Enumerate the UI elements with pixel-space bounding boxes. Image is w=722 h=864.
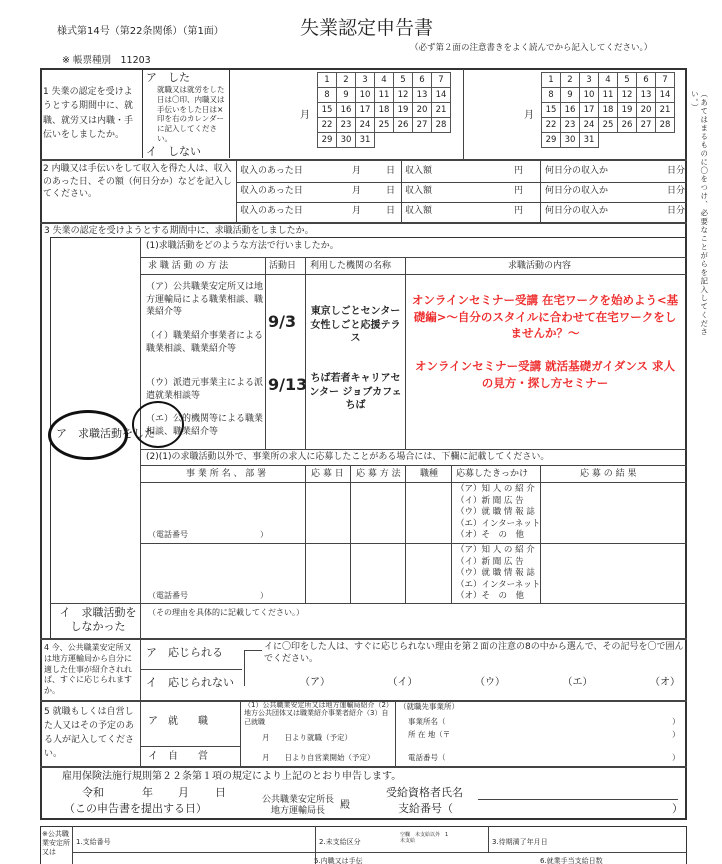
income-days: 何日分の収入か — [545, 166, 609, 176]
calendar-day[interactable]: 1 — [542, 73, 561, 88]
calendar-day[interactable]: 30 — [337, 133, 356, 148]
calendar-day[interactable] — [432, 133, 451, 148]
activity-org-2[interactable]: ちば若者キャリアセンター ジョブカフェちば — [309, 373, 402, 411]
calendar-day[interactable]: 22 — [318, 118, 337, 133]
calendar-day[interactable]: 8 — [542, 88, 561, 103]
income-yen: 円 — [514, 206, 524, 216]
q1-option-i[interactable]: イ しない — [146, 145, 201, 158]
calendar-day[interactable]: 14 — [432, 88, 451, 103]
form-number: 様式第14号（第22条関係）（第1面） — [57, 26, 224, 37]
calendar-day[interactable]: 16 — [337, 103, 356, 118]
q5-dest-addr[interactable]: 所 在 地（〒 — [408, 730, 451, 739]
calendar-day[interactable]: 20 — [413, 103, 432, 118]
apply-reason-option[interactable]: （エ）インターネット — [456, 518, 541, 529]
footer-month: 月 — [178, 786, 189, 799]
q4-option-a[interactable]: ア 応じられる — [146, 646, 223, 659]
footer-number[interactable]: 支給番号（ — [398, 802, 453, 815]
income-yen: 円 — [514, 166, 524, 176]
income-days: 何日分の収入か — [545, 186, 609, 196]
side-note: （あてはまるものに〇をつけ、必要なことがらを記入してください。） — [690, 90, 709, 337]
calendar-day[interactable]: 26 — [394, 118, 413, 133]
calendar-day[interactable]: 29 — [318, 133, 337, 148]
footer-name[interactable]: 受給資格者氏名 — [386, 786, 463, 799]
office-c1: 1.支給番号 — [76, 838, 111, 846]
subtitle: （必ず第２面の注意書きをよく読んでから記入してください。） — [410, 43, 653, 53]
q3-text: 3 失業の認定を受けようとする期間中に、求職活動をしましたか。 — [44, 226, 314, 236]
q3-sub2: (2)(1)の求職活動以外で、事業所の求人に応募したことがある場合には、下欄に記載してください。 — [146, 452, 550, 462]
apply-reason-option[interactable]: （ア）知 人 の 紹 介 — [456, 484, 535, 494]
calendar-day[interactable]: 3 — [580, 73, 599, 88]
calendar-day[interactable]: 25 — [599, 118, 618, 133]
footer-era: 令和 — [82, 786, 104, 799]
q5-start-job[interactable]: 月 日より就職（予定） — [262, 733, 352, 742]
income-m: 月 — [352, 206, 362, 216]
col-org: 利用した機関の名称 — [310, 261, 392, 271]
income-unit: 日分 — [667, 206, 686, 216]
calendar-day[interactable]: 30 — [561, 133, 580, 148]
calendar-day[interactable]: 13 — [413, 88, 432, 103]
calendar-day[interactable] — [413, 133, 432, 148]
q5-paren-2: ） — [672, 730, 680, 739]
calendar-day[interactable] — [637, 133, 656, 148]
apply-reason-option[interactable]: （ウ）就 職 情 報 誌 — [456, 507, 535, 517]
activity-date-2[interactable]: 9/13 — [268, 375, 308, 394]
col-job: 職種 — [420, 469, 439, 479]
footer-paren: ） — [672, 802, 683, 815]
income-d: 日 — [386, 206, 396, 216]
calendar-day[interactable] — [599, 133, 618, 148]
col-day: 活動日 — [269, 261, 297, 271]
calendar-day[interactable]: 28 — [656, 118, 675, 133]
footer-year: 年 — [142, 786, 153, 799]
q5-routes: （1）公共職業安定所又は地方運輸局紹介（2）地方公共団体又は職業紹介事業者紹介（3）自己就職 — [244, 701, 393, 726]
col-apply-method: 応 募 方 法 — [356, 469, 401, 479]
income-amount: 収入額 — [405, 206, 433, 216]
calendar-day[interactable]: 9 — [337, 88, 356, 103]
calendar-day[interactable]: 12 — [394, 88, 413, 103]
office-c2b: 空欄 未支給以外 1 未支給 — [400, 832, 454, 845]
calendar-day[interactable]: 7 — [432, 73, 451, 88]
phone-2[interactable]: （電話番号 ） — [148, 591, 268, 600]
office-c3: 3.待期満了年月日 — [492, 838, 548, 846]
calendar-day[interactable]: 9 — [561, 88, 580, 103]
method-u[interactable]: （ウ）派遣元事業主による派遣就業相談等 — [146, 378, 264, 401]
office-label: ※公共職業安定所又は — [42, 830, 70, 856]
calendar-day[interactable]: 10 — [356, 88, 375, 103]
calendar-day[interactable] — [656, 133, 675, 148]
col-company: 事 業 所 名 、 部 署 — [186, 469, 267, 479]
q4-reason-choice[interactable]: （イ） — [387, 677, 418, 688]
q4-reason-choice[interactable]: （ウ） — [475, 677, 505, 688]
footer-law: 雇用保険法施行規則第２２条第１項の規定により上記のとおり申告します。 — [62, 771, 402, 782]
calendar-day[interactable]: 6 — [637, 73, 656, 88]
apply-reason-option[interactable]: （オ）そ の 他 — [456, 530, 525, 540]
calendar-day[interactable]: 27 — [637, 118, 656, 133]
q1-option-a[interactable]: ア した — [146, 71, 190, 84]
activity-org-1[interactable]: 東京しごとセンター女性しごと応援テラス — [310, 306, 401, 344]
calendar-day[interactable]: 15 — [318, 103, 337, 118]
col-content: 求職活動の内容 — [508, 261, 572, 271]
calendar-day[interactable]: 5 — [618, 73, 637, 88]
calendar-day[interactable]: 14 — [656, 88, 675, 103]
activity-content-2[interactable]: オンラインセミナー受講 就活基礎ガイダンス 求人の見方・探し方セミナー — [414, 359, 676, 390]
calendar-day[interactable]: 19 — [394, 103, 413, 118]
q4-reason-choice[interactable]: （エ） — [562, 677, 593, 688]
col-apply-day: 応 募 日 — [311, 469, 344, 479]
apply-reason-option[interactable]: （イ）新 聞 広 告 — [456, 556, 524, 567]
calendar-day[interactable]: 25 — [375, 118, 394, 133]
calendar-day[interactable] — [375, 133, 394, 148]
activity-date-1[interactable]: 9/3 — [268, 312, 297, 331]
apply-reason-option[interactable]: （ア）知 人 の 紹 介 — [456, 545, 535, 555]
footer-day: 日 — [215, 786, 226, 799]
q4-reason-choice[interactable]: （ア） — [300, 677, 330, 688]
q1-month-2: 月 — [524, 110, 534, 121]
calendar-day[interactable]: 18 — [375, 103, 394, 118]
q5-dest: （就職先事業所） — [399, 702, 459, 711]
q4-bracket — [244, 650, 262, 686]
method-a[interactable]: （ア）公共職業安定所又は地方運輸局による職業相談、職業紹介等 — [146, 282, 264, 318]
calendar-2[interactable] — [541, 72, 675, 148]
footer-submit: （この申告書を提出する日） — [64, 802, 207, 815]
calendar-day[interactable]: 6 — [413, 73, 432, 88]
income-days: 何日分の収入か — [545, 206, 609, 216]
calendar-day[interactable]: 21 — [432, 103, 451, 118]
page-title: 失業認定申告書 — [300, 17, 434, 39]
calendar-day[interactable]: 16 — [561, 103, 580, 118]
ledger-type: ※ 帳票種別 11203 — [62, 55, 151, 66]
q3-option-i[interactable]: イ 求職活動をしなかった — [59, 606, 137, 633]
method-e[interactable]: （エ）公的機関等による職業相談、職業紹介等 — [146, 414, 264, 437]
calendar-day[interactable] — [394, 133, 413, 148]
income-unit: 日分 — [667, 186, 686, 196]
income-day: 収入のあった日 — [240, 206, 303, 216]
calendar-day[interactable]: 10 — [580, 88, 599, 103]
calendar-day[interactable]: 20 — [637, 103, 656, 118]
calendar-day[interactable]: 8 — [318, 88, 337, 103]
calendar-day[interactable]: 29 — [542, 133, 561, 148]
calendar-day[interactable]: 3 — [356, 73, 375, 88]
q5-text: 5 就職もしくは自営した人又はその予定のある人が記入してください。 — [44, 707, 135, 759]
calendar-day[interactable]: 23 — [561, 118, 580, 133]
income-d: 日 — [386, 186, 396, 196]
income-m: 月 — [352, 186, 362, 196]
col-result: 応 募 の 結 果 — [580, 469, 637, 479]
activity-content-1[interactable]: オンラインセミナー受講 在宅ワークを始めよう<基礎編>～自分のスタイルに合わせて在宅ワークをしませんか？～ — [411, 293, 679, 341]
calendar-day[interactable]: 1 — [318, 73, 337, 88]
calendar-day[interactable]: 13 — [637, 88, 656, 103]
col-reason: 応募したきっかけ — [456, 469, 529, 479]
calendar-day[interactable]: 22 — [542, 118, 561, 133]
calendar-day[interactable] — [618, 133, 637, 148]
calendar-day[interactable]: 15 — [542, 103, 561, 118]
col-method: 求 職 活 動 の 方 法 — [148, 261, 229, 271]
q4-note: イに〇印をした人は、すぐに応じられない理由を第２面の注意の8の中から選んで、その記号を〇で囲んでください。 — [264, 642, 684, 664]
q1-note: 就職又は就労をした日は〇印、内職又は手伝いをした日は×印を右のカレンダーに記入してください。 — [157, 85, 225, 143]
office-c2: 2.未支給区分 — [319, 838, 361, 846]
q4-option-i[interactable]: イ 応じられない — [146, 676, 234, 689]
calendar-day[interactable]: 23 — [337, 118, 356, 133]
calendar-day[interactable]: 19 — [618, 103, 637, 118]
q5-dest-tel[interactable]: 電話番号（ — [408, 753, 446, 762]
calendar-day[interactable]: 11 — [599, 88, 618, 103]
q5-option-i[interactable]: イ 自 営 — [148, 751, 208, 762]
q2-text: 2 内職又は手伝いをして収入を得た人は、収入のあった日、その額（何日分か）などを記入してください。 — [43, 164, 232, 200]
q4-reason-choice[interactable]: （オ） — [650, 677, 680, 688]
q3-option-a[interactable]: ア 求職活動をした — [56, 427, 155, 440]
calendar-day[interactable]: 4 — [599, 73, 618, 88]
income-day: 収入のあった日 — [240, 186, 303, 196]
calendar-day[interactable]: 2 — [561, 73, 580, 88]
income-d: 日 — [386, 166, 396, 176]
q5-start-self[interactable]: 月 日より自営業開始（予定） — [262, 753, 375, 762]
calendar-day[interactable]: 24 — [580, 118, 599, 133]
q5-option-a[interactable]: ア 就 職 — [148, 716, 208, 727]
apply-reason-option[interactable]: （エ）インターネット — [456, 579, 541, 590]
income-m: 月 — [352, 166, 362, 176]
phone-1[interactable]: （電話番号 ） — [148, 530, 268, 539]
method-i[interactable]: （イ）職業紹介事業者による職業相談、職業紹介等 — [146, 331, 264, 354]
circle-mark-activity — [48, 410, 128, 460]
calendar-day[interactable]: 28 — [432, 118, 451, 133]
footer-dono: 殿 — [340, 800, 350, 811]
calendar-day[interactable]: 12 — [618, 88, 637, 103]
calendar-day[interactable]: 5 — [394, 73, 413, 88]
office-c6: 6.就業手当支給日数 — [540, 857, 603, 864]
circle-mark-method-e — [132, 401, 184, 448]
q3-sub1: (1)求職活動をどのような方法で行いましたか。 — [146, 241, 339, 251]
income-amount: 収入額 — [405, 186, 433, 196]
q5-paren-1: ） — [672, 717, 680, 726]
q5-dest-name[interactable]: 事業所名（ — [408, 717, 446, 726]
apply-reason-option[interactable]: （イ）新 聞 広 告 — [456, 495, 524, 506]
calendar-day[interactable]: 21 — [656, 103, 675, 118]
q3-option-i-note: （その理由を具体的に記載してください。） — [148, 608, 304, 617]
income-unit: 日分 — [667, 166, 686, 176]
calendar-day[interactable]: 27 — [413, 118, 432, 133]
calendar-day[interactable]: 26 — [618, 118, 637, 133]
calendar-day[interactable]: 18 — [599, 103, 618, 118]
calendar-day[interactable]: 17 — [580, 103, 599, 118]
calendar-day[interactable]: 31 — [356, 133, 375, 148]
calendar-1[interactable] — [317, 72, 451, 148]
income-yen: 円 — [514, 186, 524, 196]
calendar-day[interactable]: 2 — [337, 73, 356, 88]
apply-reason-option[interactable]: （ウ）就 職 情 報 誌 — [456, 568, 535, 578]
calendar-day[interactable]: 24 — [356, 118, 375, 133]
calendar-day[interactable]: 4 — [375, 73, 394, 88]
income-amount: 収入額 — [405, 166, 433, 176]
calendar-day[interactable]: 17 — [356, 103, 375, 118]
q1-text: 1 失業の認定を受けようとする期間中に、就職、就労又は内職・手伝いをしましたか。 — [43, 87, 134, 141]
q4-text: 4 今、公共職業安定所又は地方運輸局から自分に適した仕事が紹介されれば、すぐに応じられますか。 — [44, 643, 132, 696]
calendar-day[interactable]: 31 — [580, 133, 599, 148]
footer-chief: 公共職業安定所長 地方運輸局長 — [261, 795, 344, 817]
q1-month-1: 月 — [300, 110, 310, 121]
calendar-day[interactable]: 11 — [375, 88, 394, 103]
income-day: 収入のあった日 — [240, 166, 303, 176]
calendar-day[interactable]: 7 — [656, 73, 675, 88]
q5-paren-3: ） — [672, 753, 680, 762]
office-c5: 5.内職又は手伝 — [314, 857, 363, 864]
apply-reason-option[interactable]: （オ）そ の 他 — [456, 591, 525, 601]
